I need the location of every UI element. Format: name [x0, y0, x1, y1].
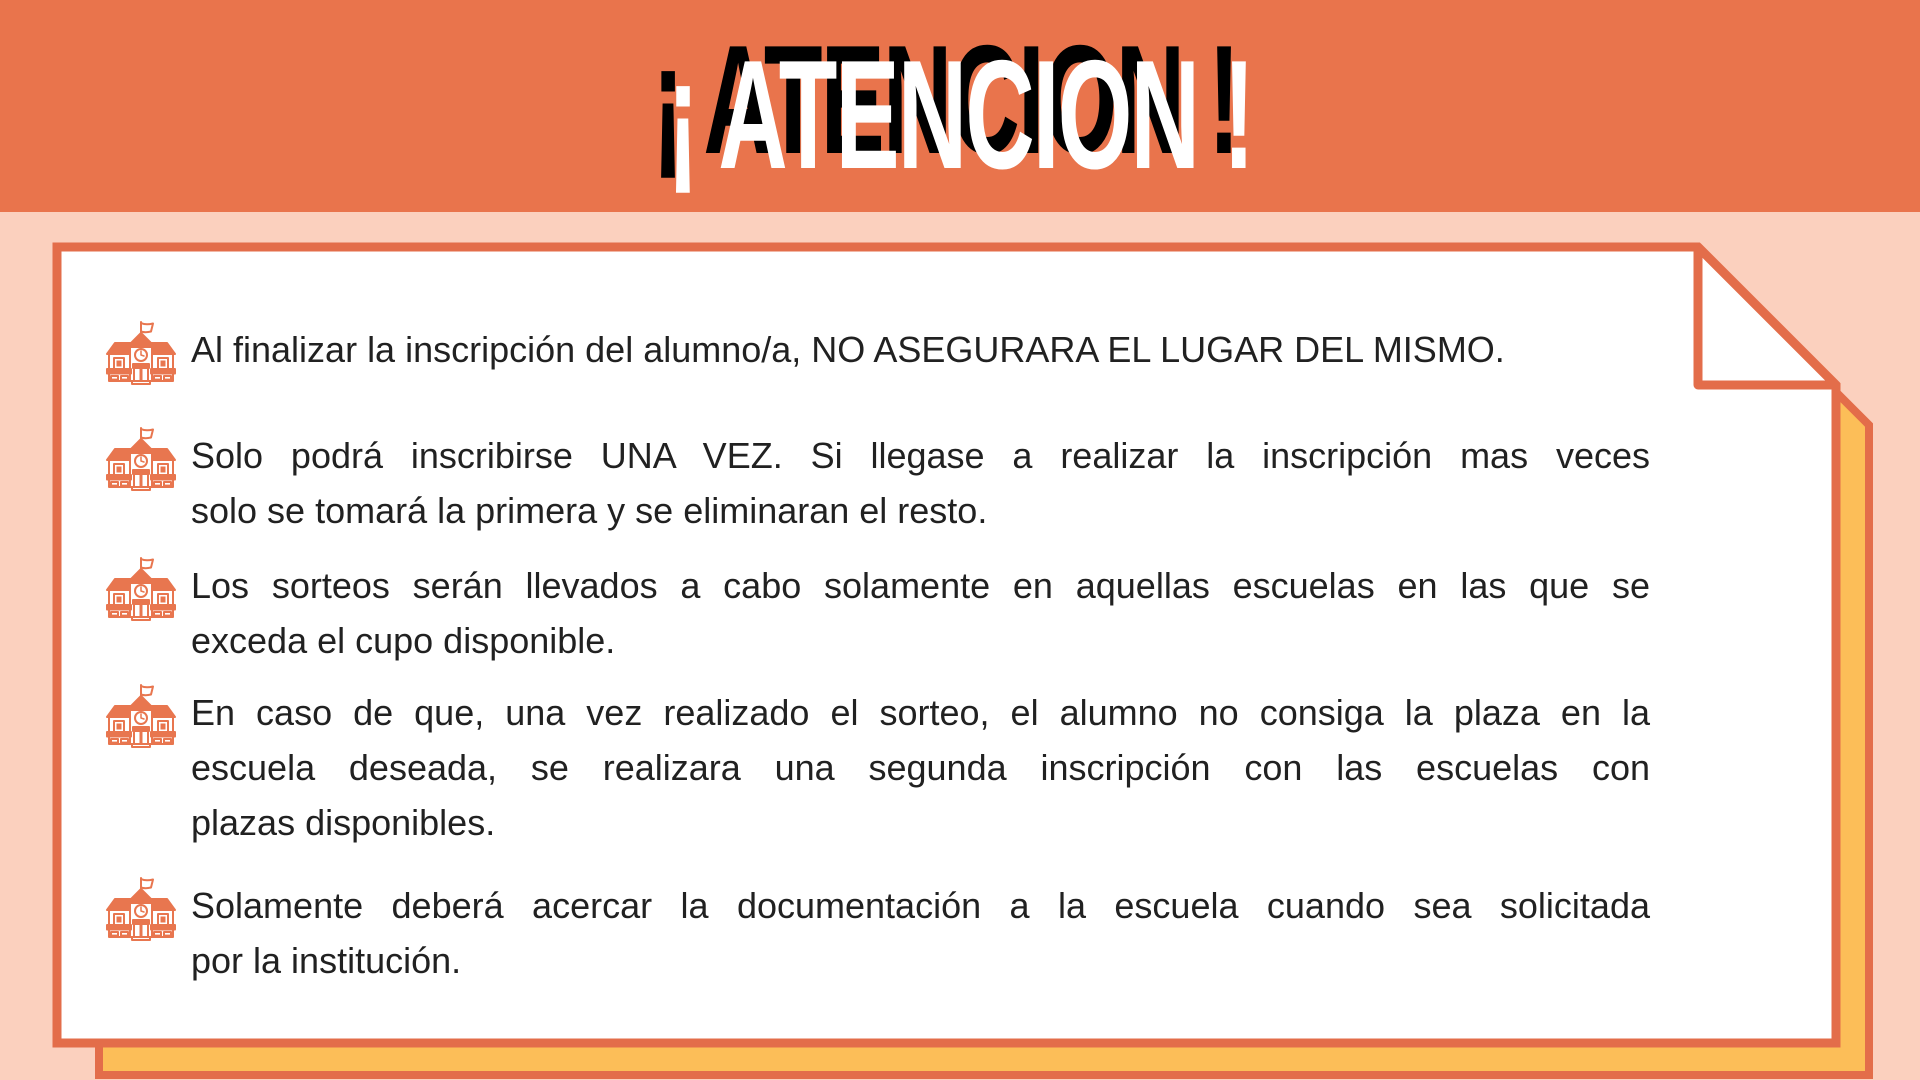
school-building-icon — [105, 556, 177, 622]
bullet-line: solo se tomará la primera y se eliminaran el resto. — [191, 490, 988, 531]
list-item — [105, 685, 1650, 850]
bullet-line: Solamente deberá acercar la documentación a la escuela cuando sea solicitada — [191, 885, 1650, 926]
bullet-line: por la institución. — [191, 940, 462, 981]
bullet-list — [105, 322, 1650, 988]
bullet-line: plazas disponibles. — [191, 802, 496, 843]
school-building-icon — [105, 320, 177, 386]
list-item — [105, 322, 1650, 386]
bullet-text — [191, 685, 1650, 850]
list-item — [105, 428, 1650, 538]
bullet-text — [191, 428, 1650, 538]
school-building-icon — [105, 876, 177, 942]
bullet-text — [191, 322, 1650, 377]
bullet-line: exceda el cupo disponible. — [191, 620, 616, 661]
school-building-icon — [105, 426, 177, 492]
list-item — [105, 878, 1650, 988]
bullet-line: Solo podrá inscribirse UNA VEZ. Si llegase a realizar la inscripción mas veces — [191, 435, 1650, 476]
list-item — [105, 558, 1650, 668]
school-building-icon — [105, 683, 177, 749]
page-title: ¡ ATENCION ! — [666, 28, 1254, 201]
bullet-line: Al finalizar la inscripción del alumno/a, NO ASEGURARA EL LUGAR DEL MISMO. — [191, 329, 1505, 370]
bullet-text — [191, 558, 1650, 668]
bullet-line: escuela deseada, se realizara una segunda inscripción con las escuelas con — [191, 747, 1650, 788]
bullet-line: Los sorteos serán llevados a cabo solamente en aquellas escuelas en las que se — [191, 565, 1650, 606]
folded-corner — [1698, 247, 1836, 385]
bullet-text — [191, 878, 1650, 988]
header-banner — [0, 0, 1920, 212]
bullet-line: En caso de que, una vez realizado el sorteo, el alumno no consiga la plaza en la — [191, 692, 1650, 733]
